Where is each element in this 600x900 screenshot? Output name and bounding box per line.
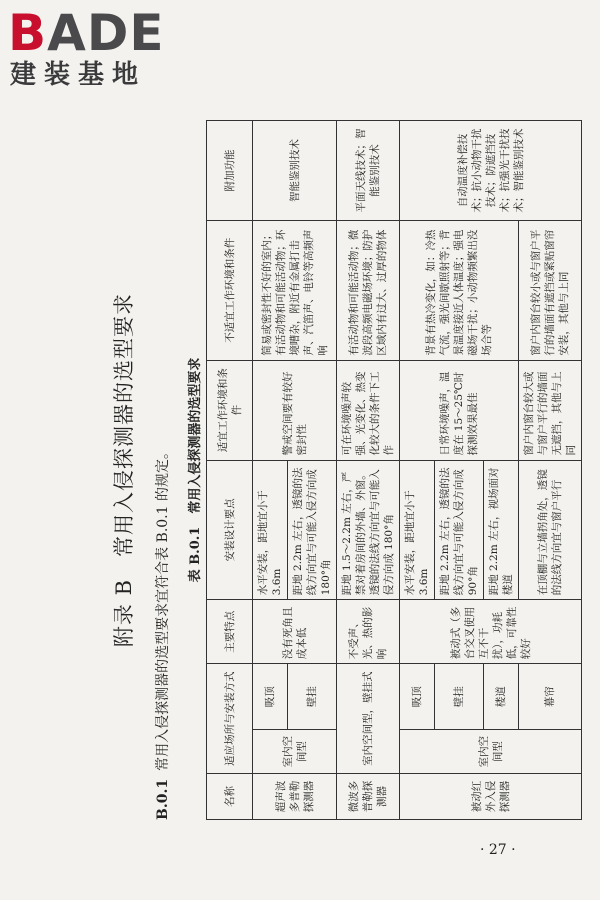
install-point: 水平安装，距地宜小于 3.6m bbox=[400, 460, 435, 600]
clause-text: 常用入侵探测器的选型要求宜符合表 B.0.1 的规定。 bbox=[155, 445, 171, 771]
table-row bbox=[337, 121, 400, 820]
install-point: 距地 2.2m 左右，透镜的法线方向宜与可能入侵方向成 90°角 bbox=[435, 460, 484, 600]
suitable-condition: 可在环境噪声较强、光变化、热变化较大的条件下工作 bbox=[337, 360, 400, 460]
suitable-condition: 窗户内窗台较大或与窗户平行的墙面无遮挡，其他与上同 bbox=[519, 360, 582, 460]
suitable-condition: 日常环境噪声，温度在 15～25℃时探测效果最佳 bbox=[400, 360, 519, 460]
mount-type: 壁挂 bbox=[288, 664, 337, 730]
table-row bbox=[519, 121, 582, 820]
unsuitable-condition: 简易或密封性不好的室内；有活动物和可能活动物；环境嘈杂，附近有金属打击声、汽笛声、电铃等高频声响 bbox=[253, 220, 337, 360]
unsuitable-condition: 有活动物和可能活动物；微波段高频电磁场环境；防护区域内有过大、过厚的物体 bbox=[337, 220, 400, 360]
clause bbox=[152, 445, 172, 820]
header-extra: 附加功能 bbox=[207, 121, 253, 221]
extra-function: 平面天线技术；智能鉴别技术 bbox=[337, 121, 400, 221]
extra-function: 自动温度补偿技术；抗小动物干扰技术；防遮挡技术；抗强光干扰技术；智能鉴别技术 bbox=[400, 121, 582, 221]
table-row bbox=[400, 121, 435, 820]
location-group: 室内空间型 bbox=[400, 730, 582, 774]
header-install: 安装设计要点 bbox=[207, 460, 253, 600]
extra-function: 智能鉴别技术 bbox=[253, 121, 337, 221]
detector-name: 超声波多普勒探测器 bbox=[253, 774, 337, 820]
header-suitable: 适宜工作环境和条件 bbox=[207, 360, 253, 460]
bade-logo bbox=[8, 6, 164, 90]
location-group: 室内空间型，壁挂式 bbox=[337, 664, 400, 774]
logo-wordmark: BADE bbox=[8, 4, 165, 62]
install-point: 距地 1.5～2.2m 左右，严禁对着房间的外墙、外窗。透镜的法线方向宜与可能入侵方向成 180°角 bbox=[337, 460, 400, 600]
header-unsuitable: 不适宜工作环境和条件 bbox=[207, 220, 253, 360]
header-feature: 主要特点 bbox=[207, 600, 253, 664]
suitable-condition: 警戒空间要有较好密封性 bbox=[253, 360, 337, 460]
detector-name: 微波多普勒探测器 bbox=[337, 774, 400, 820]
mount-type: 壁挂 bbox=[435, 664, 484, 730]
table-header-row bbox=[207, 121, 253, 820]
mount-type: 吸顶 bbox=[400, 664, 435, 730]
main-feature: 被动式（多台交叉使用互不干扰），功耗低，可靠性较好 bbox=[400, 600, 582, 664]
mount-type: 楼道 bbox=[484, 664, 519, 730]
rotated-page-content bbox=[108, 120, 577, 820]
logo-subtitle: 建装基地 bbox=[10, 60, 147, 90]
unsuitable-condition: 窗户内窗台较小或与窗户平行的墙面有遮挡或紧贴窗帘安装，其他与上同 bbox=[519, 220, 582, 360]
install-point: 距地 2.2m 左右，透镜的法线方向宜与可能入侵方向成 180°角 bbox=[288, 460, 337, 600]
mount-type: 幕帘 bbox=[519, 664, 582, 730]
clause-number: B.0.1 bbox=[155, 778, 171, 820]
table-row bbox=[253, 121, 288, 820]
header-location-mount: 适应场所与安装方式 bbox=[207, 664, 253, 774]
header-name: 名称 bbox=[207, 774, 253, 820]
main-feature: 不受声、光、热的影响 bbox=[337, 600, 400, 664]
table-caption: 表 B.0.1 常用入侵探测器的选型要求 bbox=[188, 357, 203, 583]
install-point: 水平安装，距地宜小于 3.6m bbox=[253, 460, 288, 600]
main-feature: 没有死角且成本低 bbox=[253, 600, 337, 664]
page-number: · 27 · bbox=[480, 842, 516, 858]
install-point: 在顶棚与立墙拐角处，透镜的法线方向宜与窗户平行 bbox=[519, 460, 582, 600]
appendix-title: 附录 B 常用入侵探测器的选型要求 bbox=[112, 292, 136, 648]
detector-selection-table bbox=[206, 120, 582, 820]
install-point: 距地 2.2m 左右，视场面对楼道 bbox=[484, 460, 519, 600]
location-group: 室内空间型 bbox=[253, 730, 337, 774]
mount-type: 吸顶 bbox=[253, 664, 288, 730]
detector-name: 被动红外入侵探测器 bbox=[400, 774, 582, 820]
unsuitable-condition: 背景有热冷变化，如：冷热气流，强光间歇照射等；背景温度接近人体温度；强电磁场干扰；小动物频繁出没场合等 bbox=[400, 220, 519, 360]
